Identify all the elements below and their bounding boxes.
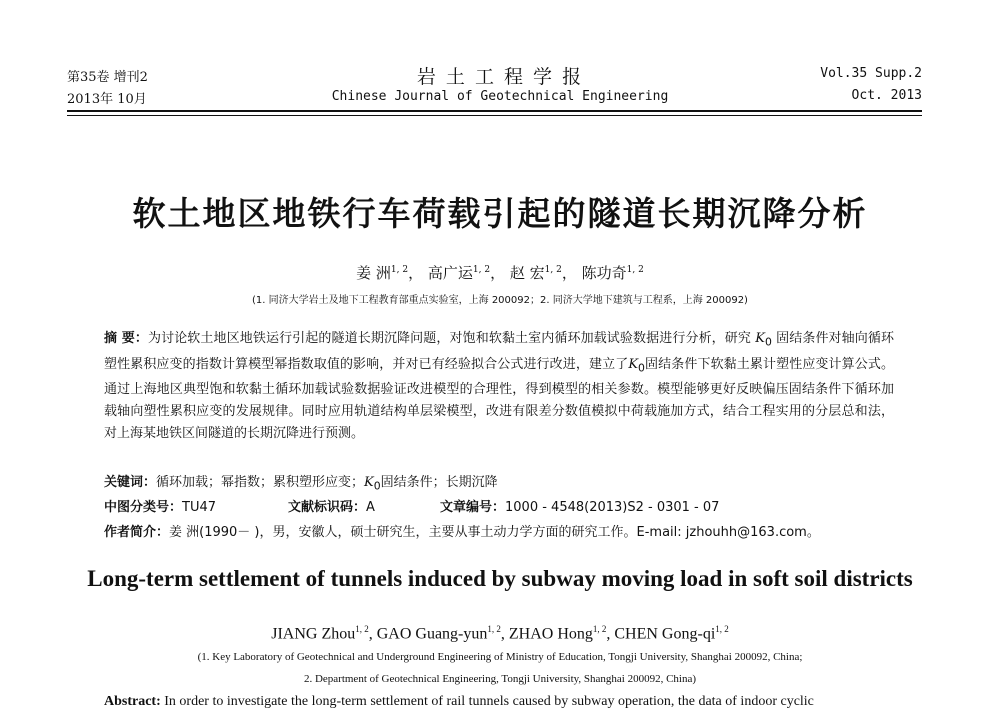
paper-title-en: Long-term settlement of tunnels induced by subway moving load in soft soil districts [87,566,913,591]
author-en: GAO Guang-yun [376,625,488,643]
author-affil-sup: 1, 2 [626,265,644,275]
publication-date: 2013年 10月 [67,92,147,107]
volume-issue: 第35卷 增刊2 [67,70,148,85]
abstract-en: Abstract: In order to investigate the long-term settlement of rail tunnels caused by subway operation, the data of indoor cyclic [104,694,814,709]
journal-title-cn: 岩 土 工 程 学 报 [416,66,584,88]
author-affil-sup: 1, 2 [544,265,562,275]
clc-number: TU47 [182,500,217,515]
document-code: 文献标识码：A [288,500,375,515]
authors-en: JIANG Zhou$^{1, 2}$, GAO Guang-yun$^{1, 2}$, ZHAO Hong$^{1, 2}$, CHEN Gong-qi$^{1, 2}$ [271,624,729,643]
author-cn: 赵 宏 [509,264,545,282]
author-intro: 作者简介：姜 洲(1990－ )，男，安徽人，硕士研究生，主要从事土动力学方面的研究工作。E-mail: jzhouhh@163.com。 [104,525,820,540]
author-en: CHEN Gong-qi [614,625,716,643]
author-cn: 姜 洲 [356,264,391,282]
keywords-label: 关键词： [104,475,157,490]
author-en: JIANG Zhou [271,625,356,643]
publication-date-en: Oct. 2013 [851,88,922,103]
classification-line: 中图分类号：TU47 [104,500,217,515]
paper-title-cn: 软土地区地铁行车荷载引起的隧道长期沉降分析 [132,194,868,233]
author-affil-sup: 1, 2 [472,265,491,275]
keywords-cn: 关键词：循环加载；幂指数；累积塑形应变；$K_0$固结条件；长期沉降 [104,475,498,493]
author-affil-sup: 1, 2 [390,265,409,275]
author-cn: 陈功奇 [581,264,627,282]
header-rule-thick [67,110,922,112]
author-cn: 高广运 [427,264,473,282]
affiliation-cn: (1. 同济大学岩土及地下工程教育部重点实验室，上海 200092；2. 同济大学地下建筑与工程系，上海 200092) [252,295,748,306]
affiliation-en-1: (1. Key Laboratory of Geotechnical and Underground Engineering of Ministry of Education, Tongji University, Shanghai 200092, China; [197,651,803,663]
article-number: 文章编号：1000 - 4548(2013)S2 - 0301 - 07 [440,500,720,515]
affiliation-en-2: 2. Department of Geotechnical Engineering, Tongji University, Shanghai 200092, China) [303,673,697,685]
abstract-en-label: Abstract: [104,694,161,709]
journal-title-en: Chinese Journal of Geotechnical Engineering [331,89,669,104]
authors-cn: 姜 洲$^{1, 2}$， 高广运$^{1, 2}$， 赵 宏$^{1, 2}$， 陈功奇$^{1, 2}$ [356,264,644,282]
abstract-cn: 摘 要：为讨论软土地区地铁运行引起的隧道长期沉降问题，对饱和软黏土室内循环加载试验数据进行分析，研究 $K_0$ 固结条件对轴向循环塑性累积应变的指数计算模型幂指数取值的影响，并对已有经验拟合公式进行改进，建立了$K_0$固结条件下软黏土累计塑性应变计算公式。通过上海地区典型饱和软黏土循环加载试验数据验证改进模型的合理性，得到模型的相关参数。模型能够更好反映偏压固结条件下循环加载轴向塑性累积应变的发展规律。同时应用轨道结构单层梁模型，改进有限差分数值模拟中荷载施加方式，结合工程实用的分层总和法，对上海某地铁区间隧道的长期沉降进行预测。 [104,331,894,442]
author-en: ZHAO Hong [508,625,593,643]
abstract-label: 摘 要： [104,331,148,346]
header-rule-thin [67,115,922,116]
volume-issue-en: Vol.35 Supp.2 [820,66,922,81]
